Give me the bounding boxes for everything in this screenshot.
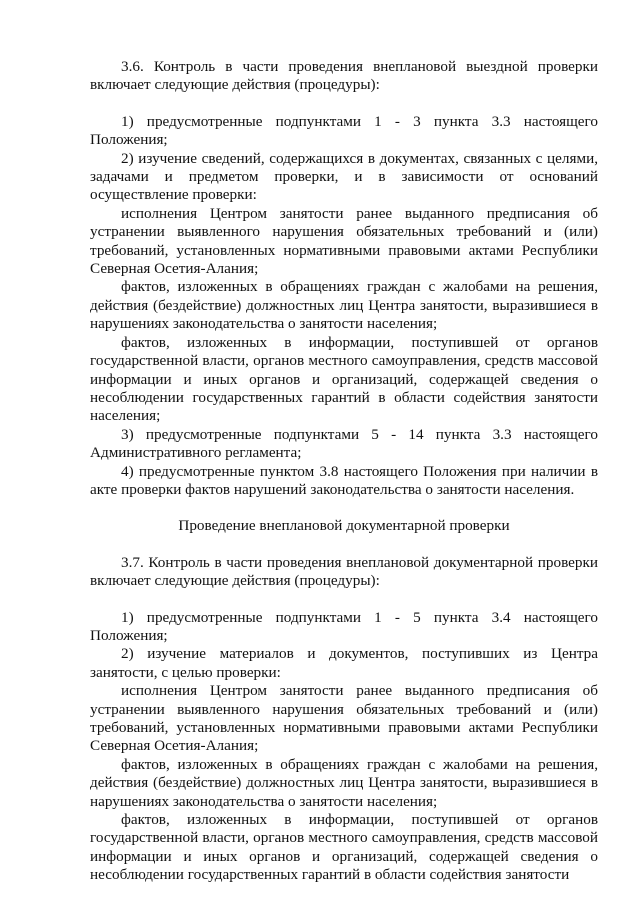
spacer bbox=[90, 591, 598, 609]
section-3-7-subitem-prescription: исполнения Центром занятости ранее выданного предписания об устранении выявленного нарушения обязательных требований и (или) требований, установленных нормативными правовыми актами Республики Северная Осетия-Алания; bbox=[90, 682, 598, 755]
section-3-7-subitem-information: фактов, изложенных в информации, поступившей от органов государственной власти, органов местного самоуправления, средств массовой информации и иных органов и организаций, содержащей сведения о несоблюдении государственных гарантий в области содействия занятости bbox=[90, 811, 598, 884]
section-3-7-item-2: 2) изучение материалов и документов, поступивших из Центра занятости, с целью проверки: bbox=[90, 645, 598, 681]
spacer bbox=[90, 95, 598, 113]
section-3-7-intro: 3.7. Контроль в части проведения внеплановой документарной проверки включает следующие действия (процедуры): bbox=[90, 553, 598, 590]
section-3-6-subitem-complaints: фактов, изложенных в обращениях граждан с жалобами на решения, действия (бездействие) должностных лиц Центра занятости, выразившиеся в нарушениях законодательства о занятости населения; bbox=[90, 278, 598, 333]
section-3-6-item-1: 1) предусмотренные подпунктами 1 - 3 пункта 3.3 настоящего Положения; bbox=[90, 112, 598, 149]
section-3-6-subitem-information: фактов, изложенных в информации, поступившей от органов государственной власти, органов местного самоуправления, средств массовой информации и иных органов и организаций, содержащей сведения о несоблюдении государственных гарантий в области содействия занятости населения; bbox=[90, 333, 598, 425]
spacer bbox=[90, 499, 598, 517]
section-3-7-item-1: 1) предусмотренные подпунктами 1 - 5 пункта 3.4 настоящего Положения; bbox=[90, 608, 598, 644]
section-3-7-subitem-complaints: фактов, изложенных в обращениях граждан с жалобами на решения, действия (бездействие) должностных лиц Центра занятости, выразившиеся в нарушениях законодательства о занятости населения; bbox=[90, 755, 598, 810]
spacer bbox=[90, 536, 598, 554]
section-3-6-item-4: 4) предусмотренные пунктом 3.8 настоящего Положения при наличии в акте проверки фактов нарушений законодательства о занятости населения. bbox=[90, 462, 598, 498]
section-heading: Проведение внеплановой документарной проверки bbox=[178, 517, 510, 535]
section-3-6-item-3: 3) предусмотренные подпунктами 5 - 14 пункта 3.3 настоящего Административного регламента; bbox=[90, 425, 598, 462]
document-page bbox=[90, 58, 598, 885]
section-3-6-subitem-prescription: исполнения Центром занятости ранее выданного предписания об устранении выявленного нарушения обязательных требований и (или) требований, установленных нормативными правовыми актами Республики Северная Осетия-Алания; bbox=[90, 204, 598, 278]
section-3-6-intro: 3.6. Контроль в части проведения внеплановой выездной проверки включает следующие действия (процедуры): bbox=[90, 58, 598, 94]
section-3-6-item-2: 2) изучение сведений, содержащихся в документах, связанных с целями, задачами и предметом проверки, и в зависимости от оснований осуществление проверки: bbox=[90, 149, 598, 204]
